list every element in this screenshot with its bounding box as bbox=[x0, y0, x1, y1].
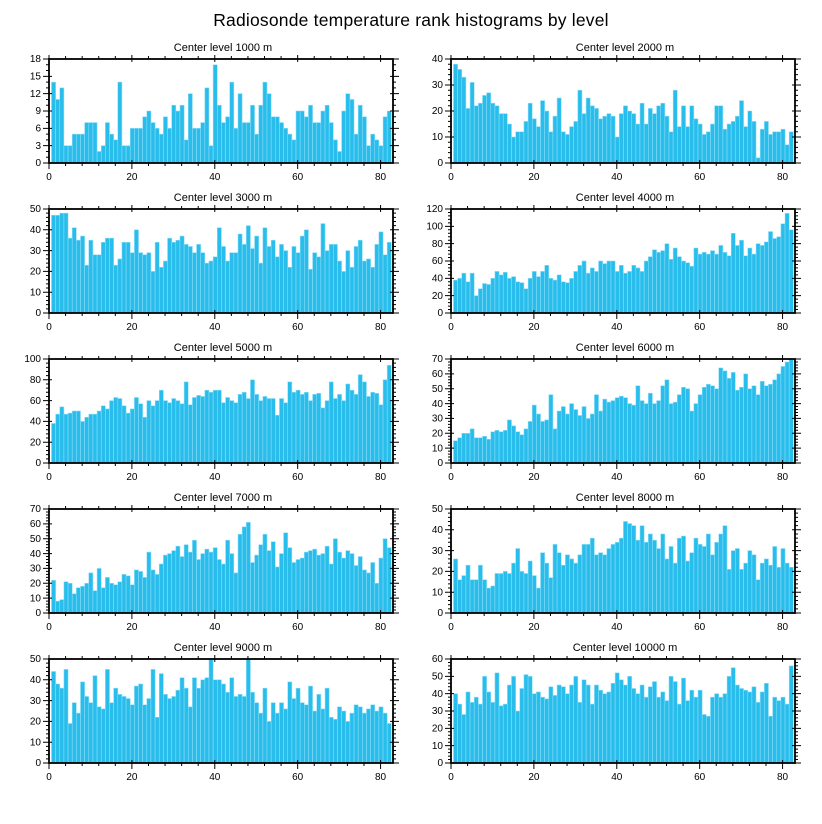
svg-text:40: 40 bbox=[29, 548, 41, 560]
svg-text:20: 20 bbox=[431, 290, 443, 302]
svg-text:20: 20 bbox=[431, 566, 443, 578]
svg-text:10: 10 bbox=[431, 443, 443, 455]
svg-text:50: 50 bbox=[29, 205, 41, 216]
panel-title: Center level 8000 m bbox=[575, 492, 675, 504]
panel-title: Center level 7000 m bbox=[173, 492, 273, 504]
svg-text:30: 30 bbox=[431, 706, 443, 718]
svg-text:40: 40 bbox=[611, 322, 623, 332]
histogram-5000m bbox=[9, 355, 409, 482]
svg-text:0: 0 bbox=[437, 758, 443, 770]
svg-text:0: 0 bbox=[46, 172, 52, 182]
svg-text:80: 80 bbox=[777, 472, 789, 482]
histogram-4000m bbox=[411, 205, 811, 332]
svg-text:30: 30 bbox=[29, 695, 41, 707]
svg-text:80: 80 bbox=[375, 322, 387, 332]
svg-text:30: 30 bbox=[431, 80, 443, 92]
histogram-3000m bbox=[9, 205, 409, 332]
svg-text:0: 0 bbox=[448, 472, 454, 482]
svg-text:20: 20 bbox=[431, 428, 443, 440]
svg-text:0: 0 bbox=[46, 622, 52, 632]
svg-text:9: 9 bbox=[35, 106, 41, 118]
svg-text:40: 40 bbox=[431, 525, 443, 536]
svg-text:40: 40 bbox=[611, 472, 623, 482]
histogram-1000m bbox=[9, 55, 409, 182]
svg-text:0: 0 bbox=[448, 172, 454, 182]
svg-text:40: 40 bbox=[611, 622, 623, 632]
svg-text:60: 60 bbox=[694, 622, 706, 632]
svg-text:40: 40 bbox=[611, 772, 623, 782]
svg-text:60: 60 bbox=[292, 472, 304, 482]
svg-text:20: 20 bbox=[29, 437, 41, 449]
svg-text:40: 40 bbox=[209, 472, 221, 482]
svg-text:120: 120 bbox=[426, 205, 443, 216]
panel-title: Center level 10000 m bbox=[572, 642, 678, 654]
panel-3000m bbox=[9, 191, 411, 332]
svg-text:50: 50 bbox=[431, 505, 443, 516]
svg-text:20: 20 bbox=[29, 716, 41, 728]
svg-text:40: 40 bbox=[431, 273, 443, 285]
svg-text:0: 0 bbox=[46, 772, 52, 782]
svg-text:0: 0 bbox=[437, 608, 443, 620]
panel-10000m bbox=[411, 641, 813, 782]
svg-text:0: 0 bbox=[437, 308, 443, 320]
svg-text:20: 20 bbox=[126, 772, 138, 782]
panel-6000m bbox=[411, 341, 813, 482]
svg-text:50: 50 bbox=[29, 533, 41, 545]
svg-text:50: 50 bbox=[29, 655, 41, 666]
panel-9000m bbox=[9, 641, 411, 782]
svg-text:0: 0 bbox=[46, 472, 52, 482]
svg-text:60: 60 bbox=[694, 322, 706, 332]
svg-text:60: 60 bbox=[29, 519, 41, 531]
svg-text:80: 80 bbox=[375, 622, 387, 632]
figure-title: Radiosonde temperature rank histograms by level bbox=[213, 10, 609, 30]
panel-1000m bbox=[9, 41, 411, 182]
svg-text:10: 10 bbox=[431, 740, 443, 752]
svg-text:40: 40 bbox=[431, 688, 443, 700]
svg-text:60: 60 bbox=[431, 369, 443, 381]
svg-text:0: 0 bbox=[448, 322, 454, 332]
histogram-2000m bbox=[411, 55, 811, 182]
svg-text:20: 20 bbox=[528, 472, 540, 482]
svg-text:80: 80 bbox=[29, 375, 41, 386]
svg-text:60: 60 bbox=[292, 172, 304, 182]
svg-text:6: 6 bbox=[35, 123, 41, 135]
svg-text:40: 40 bbox=[209, 322, 221, 332]
svg-text:80: 80 bbox=[375, 172, 387, 182]
svg-text:3: 3 bbox=[35, 140, 41, 152]
svg-text:80: 80 bbox=[777, 172, 789, 182]
histogram-10000m bbox=[411, 655, 811, 782]
svg-text:40: 40 bbox=[209, 772, 221, 782]
svg-text:10: 10 bbox=[431, 587, 443, 599]
svg-text:50: 50 bbox=[431, 671, 443, 683]
panel-4000m bbox=[411, 191, 813, 332]
histogram-9000m bbox=[9, 655, 409, 782]
svg-text:15: 15 bbox=[29, 71, 41, 83]
svg-text:80: 80 bbox=[777, 622, 789, 632]
panel-title: Center level 3000 m bbox=[173, 192, 273, 204]
svg-text:30: 30 bbox=[29, 245, 41, 257]
svg-text:10: 10 bbox=[29, 593, 41, 605]
svg-text:40: 40 bbox=[29, 675, 41, 686]
svg-text:40: 40 bbox=[29, 416, 41, 428]
svg-text:20: 20 bbox=[29, 266, 41, 278]
svg-text:0: 0 bbox=[35, 158, 41, 170]
panel-7000m bbox=[9, 491, 411, 632]
panel-title: Center level 1000 m bbox=[173, 42, 273, 54]
histogram-6000m bbox=[411, 355, 811, 482]
svg-text:80: 80 bbox=[777, 772, 789, 782]
svg-text:30: 30 bbox=[431, 413, 443, 425]
panel-5000m bbox=[9, 341, 411, 482]
svg-text:20: 20 bbox=[126, 322, 138, 332]
svg-text:20: 20 bbox=[528, 322, 540, 332]
svg-text:0: 0 bbox=[448, 622, 454, 632]
svg-text:10: 10 bbox=[29, 737, 41, 749]
svg-text:0: 0 bbox=[437, 158, 443, 170]
svg-text:40: 40 bbox=[431, 398, 443, 410]
svg-text:60: 60 bbox=[29, 395, 41, 407]
svg-text:40: 40 bbox=[29, 225, 41, 236]
svg-text:0: 0 bbox=[437, 458, 443, 470]
svg-text:20: 20 bbox=[431, 106, 443, 118]
svg-text:40: 40 bbox=[209, 622, 221, 632]
histogram-8000m bbox=[411, 505, 811, 632]
panel-8000m bbox=[411, 491, 813, 632]
svg-text:80: 80 bbox=[375, 772, 387, 782]
panel-title: Center level 4000 m bbox=[575, 192, 675, 204]
svg-text:20: 20 bbox=[29, 578, 41, 590]
svg-text:60: 60 bbox=[694, 472, 706, 482]
svg-text:70: 70 bbox=[431, 355, 443, 366]
svg-text:20: 20 bbox=[528, 622, 540, 632]
svg-text:60: 60 bbox=[431, 256, 443, 268]
svg-text:70: 70 bbox=[29, 505, 41, 516]
svg-text:20: 20 bbox=[528, 172, 540, 182]
svg-text:40: 40 bbox=[209, 172, 221, 182]
svg-text:0: 0 bbox=[35, 308, 41, 320]
svg-text:80: 80 bbox=[777, 322, 789, 332]
svg-text:0: 0 bbox=[35, 608, 41, 620]
svg-text:60: 60 bbox=[694, 772, 706, 782]
svg-text:10: 10 bbox=[29, 287, 41, 299]
svg-text:50: 50 bbox=[431, 383, 443, 395]
svg-text:12: 12 bbox=[29, 88, 41, 100]
svg-text:30: 30 bbox=[431, 545, 443, 557]
svg-text:60: 60 bbox=[292, 322, 304, 332]
svg-text:0: 0 bbox=[35, 758, 41, 770]
svg-text:60: 60 bbox=[431, 655, 443, 666]
svg-text:20: 20 bbox=[126, 622, 138, 632]
svg-text:40: 40 bbox=[431, 55, 443, 66]
panel-title: Center level 9000 m bbox=[173, 642, 273, 654]
panel-grid bbox=[9, 41, 813, 782]
svg-text:20: 20 bbox=[126, 172, 138, 182]
svg-text:80: 80 bbox=[375, 472, 387, 482]
svg-text:60: 60 bbox=[292, 772, 304, 782]
svg-text:18: 18 bbox=[29, 55, 41, 66]
svg-text:100: 100 bbox=[426, 221, 443, 233]
svg-text:10: 10 bbox=[431, 132, 443, 144]
svg-text:0: 0 bbox=[448, 772, 454, 782]
panel-title: Center level 6000 m bbox=[575, 342, 675, 354]
svg-text:20: 20 bbox=[431, 723, 443, 735]
histogram-7000m bbox=[9, 505, 409, 632]
svg-text:20: 20 bbox=[126, 472, 138, 482]
svg-text:100: 100 bbox=[24, 355, 41, 366]
svg-text:80: 80 bbox=[431, 238, 443, 250]
svg-text:20: 20 bbox=[528, 772, 540, 782]
panel-title: Center level 2000 m bbox=[575, 42, 675, 54]
svg-text:0: 0 bbox=[46, 322, 52, 332]
svg-text:60: 60 bbox=[292, 622, 304, 632]
svg-text:60: 60 bbox=[694, 172, 706, 182]
svg-text:30: 30 bbox=[29, 563, 41, 575]
svg-text:0: 0 bbox=[35, 458, 41, 470]
panel-title: Center level 5000 m bbox=[173, 342, 273, 354]
panel-2000m bbox=[411, 41, 813, 182]
svg-text:40: 40 bbox=[611, 172, 623, 182]
